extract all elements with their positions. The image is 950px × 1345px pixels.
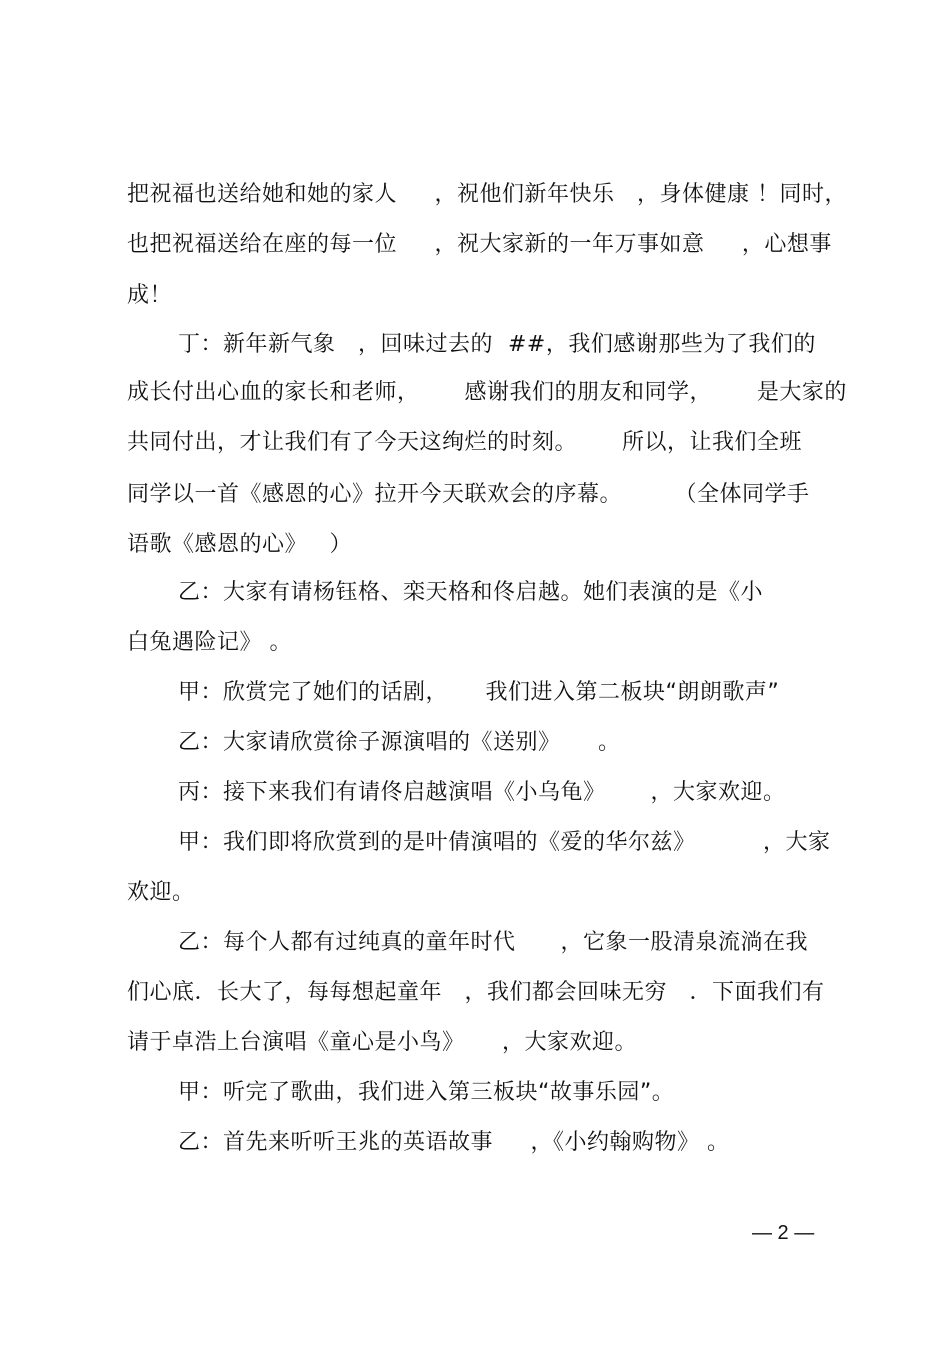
text-line: 甲：听完了歌曲，我们进入第三板块“故事乐园”。 <box>178 1080 675 1105</box>
text-line: 共同付出，才让我们有了今天这绚烂的时刻。 所以，让我们全班 <box>127 430 802 455</box>
text-line: 丙：接下来我们有请佟启越演唱《小乌龟》 ，大家欢迎。 <box>178 780 786 805</box>
text-line: 乙：首先来听听王兆的英语故事 ，《小约翰购物》 。 <box>178 1130 730 1155</box>
text-line: 成！ <box>127 283 173 308</box>
text-line: 乙：大家有请杨钰格、栾天格和佟启越。她们表演的是《小 <box>178 580 764 605</box>
text-line: 甲：欣赏完了她们的话剧， 我们进入第二板块“朗朗歌声” <box>178 680 780 705</box>
text-line: 请于卓浩上台演唱《童心是小鸟》 ，大家欢迎。 <box>127 1030 637 1055</box>
text-line: 也把祝福送给在座的每一位 ，祝大家新的一年万事如意 ，心想事 <box>127 232 832 257</box>
text-line: 们心底．长大了，每每想起童年 ，我们都会回味无穷 ．下面我们有 <box>127 980 825 1005</box>
text-line: 语歌《感恩的心》 ） <box>127 532 352 557</box>
text-line: 白兔遇险记》 。 <box>127 630 292 655</box>
text-line: 成长付出心血的家长和老师， 感谢我们的朋友和同学， 是大家的 <box>127 380 847 405</box>
text-line: 乙：大家请欣赏徐子源演唱的《送别》 。 <box>178 730 621 755</box>
text-line: 欢迎。 <box>127 880 195 905</box>
text-line: 甲：我们即将欣赏到的是叶倩演唱的《爱的华尔兹》 ，大家 <box>178 830 831 855</box>
text-line: 把祝福也送给她和她的家人 ，祝他们新年快乐 ，身体健康 ！同时， <box>127 182 847 207</box>
text-line: 乙：每个人都有过纯真的童年时代 ，它象一股清泉流淌在我 <box>178 930 808 955</box>
page-number: — 2 — <box>752 1222 815 1244</box>
text-line: 丁：新年新气象 ，回味过去的 ##，我们感谢那些为了我们的 <box>178 332 816 357</box>
text-line: 同学以一首《感恩的心》拉开今天联欢会的序幕。 （全体同学手 <box>127 482 810 507</box>
